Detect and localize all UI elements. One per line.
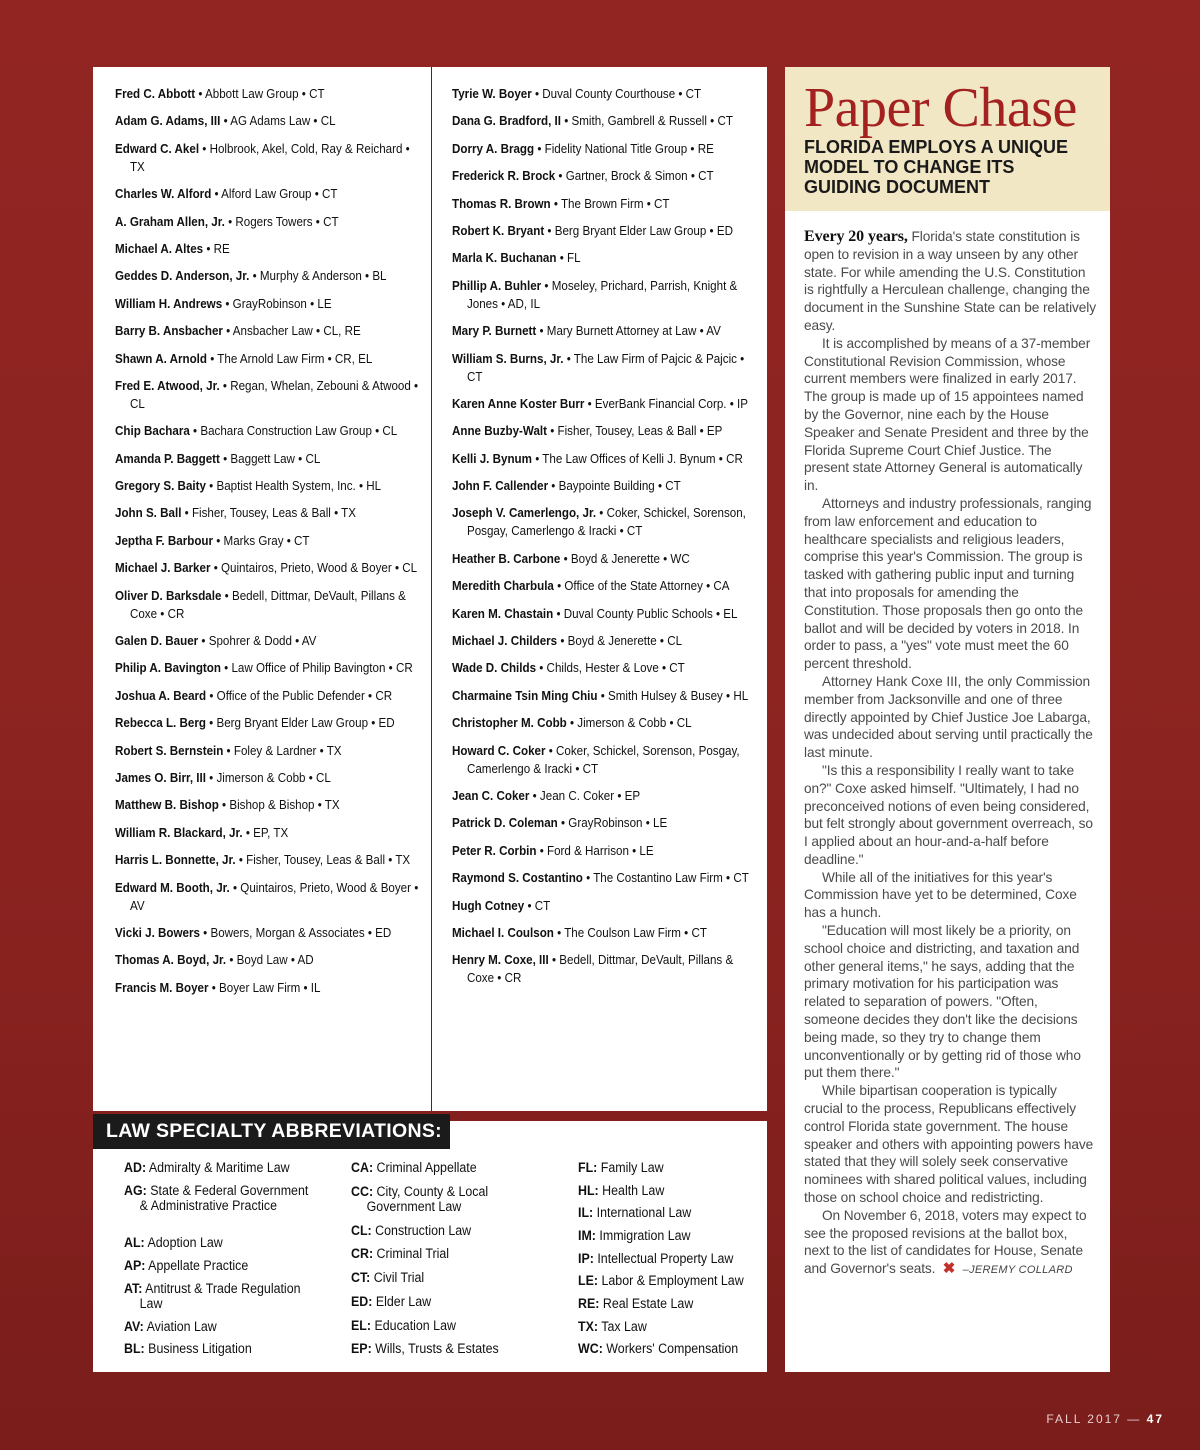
attorney-detail: The Costantino Law Firm • CT bbox=[593, 870, 749, 886]
attorney-detail: Regan, Whelan, Zebouni & Atwood • CL bbox=[129, 377, 419, 411]
roster-entry: Dana G. Bradford, II • Smith, Gambrell & Russell • CT bbox=[452, 113, 733, 129]
attorney-detail: Bachara Construction Law Group • CL bbox=[200, 423, 398, 439]
attorney-name: William H. Andrews bbox=[115, 295, 223, 311]
attorney-name: Marla K. Buchanan bbox=[452, 250, 557, 266]
abbreviations-heading: LAW SPECIALTY ABBREVIATIONS: bbox=[93, 1114, 450, 1149]
roster-entry: Charmaine Tsin Ming Chiu • Smith Hulsey & Busey • HL bbox=[452, 687, 749, 703]
roster-entry: Michael J. Barker • Quintairos, Prieto, Wood & Boyer • CL bbox=[115, 560, 418, 576]
article-paragraph: Attorneys and industry professionals, ranging from law enforcement and education to healthcare specialists and religious leaders, comprise this year's Commission. The group is tasked with gathering public input and turning that into proposals for amending the Constitution. Those proposals then go onto the ballot and will be decided by voters in 2018. In order to pass, a "yes" vote must meet the 60 percent threshold. bbox=[804, 495, 1092, 672]
abbreviation-code: CR: bbox=[351, 1246, 374, 1261]
attorney-name: Michael J. Childers bbox=[452, 633, 558, 649]
abbreviation-code: IL: bbox=[578, 1205, 594, 1220]
abbreviation-item bbox=[124, 1319, 317, 1334]
roster-entry: Howard C. Coker • Coker, Schickel, Sorenson, Posgay, Camerlengo & Iracki • CT bbox=[452, 742, 740, 776]
abbreviation-label: Antitrust & Trade Regulation Law bbox=[139, 1281, 301, 1311]
abbreviation-item bbox=[124, 1281, 317, 1311]
roster-entry: Adam G. Adams, III • AG Adams Law • CL bbox=[115, 113, 336, 129]
attorney-detail: RE bbox=[213, 240, 230, 256]
roster-entry: John F. Callender • Baypointe Building • CT bbox=[452, 478, 681, 494]
abbreviation-code: AP: bbox=[124, 1258, 146, 1273]
roster-entry: Meredith Charbula • Office of the State Attorney • CA bbox=[452, 578, 730, 594]
attorney-detail: Fidelity National Title Group • RE bbox=[544, 140, 714, 156]
attorney-detail: GrayRobinson • LE bbox=[568, 815, 668, 831]
roster-entry: William R. Blackard, Jr. • EP, TX bbox=[115, 824, 289, 840]
attorney-name: Rebecca L. Berg bbox=[115, 715, 206, 731]
abbreviation-item bbox=[351, 1160, 544, 1175]
abbreviation-label: State & Federal Government & Administrative Practice bbox=[139, 1183, 309, 1213]
attorney-detail: FL bbox=[566, 250, 581, 266]
attorney-detail: Boyd & Jenerette • WC bbox=[570, 550, 690, 566]
abbreviation-label: Admiralty & Maritime Law bbox=[148, 1160, 290, 1175]
article-paragraph: Attorney Hank Coxe III, the only Commission member from Jacksonville and one of three directly appointed by Chief Justice Joe Labarga, was undecided about serving until practically the last minute. bbox=[804, 673, 1093, 761]
abbreviation-code: CT: bbox=[351, 1270, 371, 1285]
abbreviation-label: Tax Law bbox=[601, 1319, 647, 1334]
attorney-detail: Berg Bryant Elder Law Group • ED bbox=[554, 222, 733, 238]
attorney-name: Wade D. Childs bbox=[452, 660, 537, 676]
attorney-detail: Foley & Lardner • TX bbox=[233, 742, 342, 758]
attorney-detail: Jimerson & Cobb • CL bbox=[216, 769, 331, 785]
attorney-name: Heather B. Carbone bbox=[452, 550, 561, 566]
abbreviation-label: Construction Law bbox=[375, 1223, 472, 1238]
attorney-detail: Bishop & Bishop • TX bbox=[229, 797, 340, 813]
roster-entry: Barry B. Ansbacher • Ansbacher Law • CL, RE bbox=[115, 323, 361, 339]
roster-entry: Dorry A. Bragg • Fidelity National Title Group • RE bbox=[452, 140, 714, 156]
attorney-name: Michael A. Altes bbox=[115, 240, 204, 256]
attorney-detail: Duval County Courthouse • CT bbox=[542, 86, 702, 101]
roster-entry: Karen Anne Koster Burr • EverBank Financial Corp. • IP bbox=[452, 395, 748, 411]
attorney-detail: Childs, Hester & Love • CT bbox=[546, 660, 685, 676]
roster-entry: A. Graham Allen, Jr. • Rogers Towers • CT bbox=[115, 213, 339, 229]
abbreviation-code: TX: bbox=[578, 1319, 599, 1334]
attorney-name: Oliver D. Barksdale bbox=[115, 587, 222, 603]
article-text: Florida's state constitution is open to revision in a way unseen by any other state. For while amending the U.S. Constitution is rightfully a Herculean challenge, changing the document in the Sunshine State can be relatively easy. bbox=[804, 229, 1096, 333]
abbreviation-label: Health Law bbox=[602, 1183, 665, 1198]
attorney-name: Vicki J. Bowers bbox=[115, 924, 200, 940]
abbreviation-label: International Law bbox=[596, 1205, 692, 1220]
attorney-detail: EverBank Financial Corp. • IP bbox=[594, 395, 748, 411]
attorney-name: Robert S. Bernstein bbox=[115, 742, 224, 758]
attorney-name: Karen Anne Koster Burr bbox=[452, 395, 585, 411]
roster-entry: Geddes D. Anderson, Jr. • Murphy & Anderson • BL bbox=[115, 268, 387, 284]
roster-entry: Raymond S. Costantino • The Costantino Law Firm • CT bbox=[452, 870, 749, 886]
roster-entry: Amanda P. Baggett • Baggett Law • CL bbox=[115, 450, 321, 466]
issue-label: FALL 2017 — bbox=[1046, 1412, 1142, 1426]
abbreviation-label: Aviation Law bbox=[146, 1319, 217, 1334]
abbreviation-label: Labor & Employment Law bbox=[601, 1273, 744, 1288]
roster-entry: Philip A. Bavington • Law Office of Philip Bavington • CR bbox=[115, 660, 413, 676]
attorney-name: Michael I. Coulson bbox=[452, 924, 554, 940]
attorney-name: Frederick R. Brock bbox=[452, 168, 556, 184]
abbreviation-item bbox=[351, 1294, 544, 1309]
roster-entry: Harris L. Bonnette, Jr. • Fisher, Tousey, Leas & Ball • TX bbox=[115, 852, 411, 868]
abbreviation-label: Education Law bbox=[374, 1318, 456, 1333]
roster-entry: Jean C. Coker • Jean C. Coker • EP bbox=[452, 787, 641, 803]
abbreviation-code: AT: bbox=[124, 1281, 143, 1296]
attorney-detail: Gartner, Brock & Simon • CT bbox=[565, 168, 714, 184]
roster-entry: Edward C. Akel • Holbrook, Akel, Cold, Ray & Reichard • TX bbox=[115, 140, 410, 174]
abbreviation-item bbox=[351, 1184, 544, 1214]
attorney-detail: Boyer Law Firm • IL bbox=[219, 979, 321, 995]
roster-entry: Oliver D. Barksdale • Bedell, Dittmar, DeVault, Pillans & Coxe • CR bbox=[115, 587, 406, 621]
abbreviation-item bbox=[351, 1341, 544, 1356]
abbreviation-code: WC: bbox=[578, 1341, 603, 1356]
abbreviation-item bbox=[578, 1273, 771, 1288]
end-mark-icon: ✖ bbox=[942, 1260, 956, 1278]
attorney-name: William R. Blackard, Jr. bbox=[115, 824, 243, 840]
roster-entry: Rebecca L. Berg • Berg Bryant Elder Law Group • ED bbox=[115, 715, 395, 731]
attorney-name: Jean C. Coker bbox=[452, 787, 530, 803]
abbreviation-code: IM: bbox=[578, 1228, 596, 1243]
attorney-name: Dorry A. Bragg bbox=[452, 140, 535, 156]
roster-entry: Edward M. Booth, Jr. • Quintairos, Prieto, Wood & Boyer • AV bbox=[115, 879, 419, 913]
attorney-name: Joshua A. Beard bbox=[115, 687, 207, 703]
attorney-detail: Quintairos, Prieto, Wood & Boyer • AV bbox=[129, 879, 419, 913]
abbreviation-label: Appellate Practice bbox=[148, 1258, 249, 1273]
abbreviation-code: AG: bbox=[124, 1183, 147, 1198]
roster-entry: Galen D. Bauer • Spohrer & Dodd • AV bbox=[115, 633, 317, 649]
roster-entry: Wade D. Childs • Childs, Hester & Love • CT bbox=[452, 660, 685, 676]
abbreviation-code: LE: bbox=[578, 1273, 599, 1288]
attorney-detail: The Arnold Law Firm • CR, EL bbox=[217, 350, 373, 366]
abbreviation-code: AD: bbox=[124, 1160, 147, 1175]
attorney-name: Thomas R. Brown bbox=[452, 195, 551, 211]
attorney-name: Christopher M. Cobb bbox=[452, 715, 567, 731]
roster-entry: Marla K. Buchanan • FL bbox=[452, 250, 581, 266]
attorney-name: Karen M. Chastain bbox=[452, 605, 554, 621]
attorney-detail: Office of the State Attorney • CA bbox=[564, 578, 730, 594]
roster-entry: Jeptha F. Barbour • Marks Gray • CT bbox=[115, 532, 310, 548]
attorney-detail: The Law Firm of Pajcic & Pajcic • CT bbox=[466, 350, 745, 384]
attorney-name: Kelli J. Bynum bbox=[452, 450, 532, 466]
attorney-name: Raymond S. Costantino bbox=[452, 870, 583, 886]
article-subtitle: FLORIDA EMPLOYS A UNIQUE MODEL TO CHANGE ITS GUIDING DOCUMENT bbox=[804, 137, 1069, 197]
roster-entry: Heather B. Carbone • Boyd & Jenerette • WC bbox=[452, 550, 690, 566]
attorney-detail: Abbott Law Group • CT bbox=[205, 86, 325, 101]
attorney-detail: Spohrer & Dodd • AV bbox=[208, 633, 317, 649]
page-footer bbox=[1046, 1412, 1164, 1426]
attorney-detail: CT bbox=[534, 897, 551, 913]
attorney-name: Thomas A. Boyd, Jr. bbox=[115, 952, 227, 968]
abbreviation-label: City, County & Local Government Law bbox=[366, 1184, 489, 1214]
roster-entry: Robert S. Bernstein • Foley & Lardner • TX bbox=[115, 742, 342, 758]
roster-entry: Joseph V. Camerlengo, Jr. • Coker, Schickel, Sorenson, Posgay, Camerlengo & Iracki • CT bbox=[452, 505, 746, 539]
attorney-detail: Fisher, Tousey, Leas & Ball • EP bbox=[557, 423, 723, 439]
attorney-detail: Murphy & Anderson • BL bbox=[259, 268, 387, 284]
attorney-name: Edward M. Booth, Jr. bbox=[115, 879, 230, 895]
abbreviation-label: Intellectual Property Law bbox=[597, 1251, 734, 1266]
attorney-detail: Moseley, Prichard, Parrish, Knight & Jones • AD, IL bbox=[466, 277, 738, 311]
roster-entry: Hugh Cotney • CT bbox=[452, 897, 551, 913]
abbreviation-item bbox=[578, 1228, 771, 1243]
abbreviation-item bbox=[578, 1319, 771, 1334]
abbreviation-code: CC: bbox=[351, 1184, 374, 1199]
abbreviation-item bbox=[124, 1341, 317, 1356]
attorney-detail: GrayRobinson • LE bbox=[232, 295, 332, 311]
attorney-name: Michael J. Barker bbox=[115, 560, 211, 576]
roster-entry: Michael I. Coulson • The Coulson Law Firm • CT bbox=[452, 924, 707, 940]
article-lead: Every 20 years, bbox=[804, 228, 908, 245]
article-paragraph: "Is this a responsibility I really want to take on?" Coxe asked himself. "Ultimately, I had no preconceived notions of even being considered, but felt strongly about government overreach, so I applied about an hour-and-a-half before deadline." bbox=[804, 762, 1093, 867]
abbreviation-item bbox=[578, 1251, 771, 1266]
abbreviation-item bbox=[578, 1160, 771, 1175]
page-number: 47 bbox=[1146, 1412, 1164, 1426]
roster-entry: Charles W. Alford • Alford Law Group • CT bbox=[115, 186, 338, 202]
roster-entry: Robert K. Bryant • Berg Bryant Elder Law Group • ED bbox=[452, 222, 733, 238]
abbreviation-code: EL: bbox=[351, 1318, 372, 1333]
attorney-name: Meredith Charbula bbox=[452, 578, 554, 594]
attorney-detail: The Coulson Law Firm • CT bbox=[564, 924, 707, 940]
roster-entry: Shawn A. Arnold • The Arnold Law Firm • CR, EL bbox=[115, 350, 373, 366]
roster-entry: Mary P. Burnett • Mary Burnett Attorney at Law • AV bbox=[452, 323, 721, 339]
attorney-name: Francis M. Boyer bbox=[115, 979, 209, 995]
attorney-detail: The Brown Firm • CT bbox=[560, 195, 670, 211]
roster-entry: Henry M. Coxe, III • Bedell, Dittmar, DeVault, Pillans & Coxe • CR bbox=[452, 952, 734, 986]
attorney-detail: Alford Law Group • CT bbox=[221, 186, 338, 202]
attorney-detail: EP, TX bbox=[253, 824, 289, 840]
abbreviation-item bbox=[351, 1246, 544, 1261]
attorney-detail: Berg Bryant Elder Law Group • ED bbox=[216, 715, 395, 731]
attorney-detail: Coker, Schickel, Sorenson, Posgay, Camerlengo & Iracki • CT bbox=[466, 742, 740, 776]
abbreviation-label: Family Law bbox=[600, 1160, 664, 1175]
attorney-detail: Baptist Health System, Inc. • HL bbox=[216, 478, 382, 494]
attorney-name: Shawn A. Arnold bbox=[115, 350, 207, 366]
attorney-name: Fred C. Abbott bbox=[115, 86, 196, 101]
roster-entry: John S. Ball • Fisher, Tousey, Leas & Ball • TX bbox=[115, 505, 356, 521]
abbreviation-code: BL: bbox=[124, 1341, 145, 1356]
attorney-detail: Bedell, Dittmar, DeVault, Pillans & Coxe • CR bbox=[129, 587, 406, 621]
roster-entry: Christopher M. Cobb • Jimerson & Cobb • CL bbox=[452, 715, 692, 731]
attorney-name: Galen D. Bauer bbox=[115, 633, 199, 649]
roster-entry: Francis M. Boyer • Boyer Law Firm • IL bbox=[115, 979, 321, 995]
attorney-name: Edward C. Akel bbox=[115, 140, 200, 156]
attorney-detail: Coker, Schickel, Sorenson, Posgay, Camerlengo & Iracki • CT bbox=[466, 505, 746, 539]
roster-entry: Peter R. Corbin • Ford & Harrison • LE bbox=[452, 842, 654, 858]
attorney-name: Adam G. Adams, III bbox=[115, 113, 221, 129]
roster-entry: Patrick D. Coleman • GrayRobinson • LE bbox=[452, 815, 668, 831]
attorney-name: Geddes D. Anderson, Jr. bbox=[115, 268, 250, 284]
attorney-name: Tyrie W. Boyer bbox=[452, 86, 532, 101]
roster-entry: William H. Andrews • GrayRobinson • LE bbox=[115, 295, 332, 311]
attorney-name: John F. Callender bbox=[452, 478, 549, 494]
abbreviation-label: Criminal Appellate bbox=[376, 1160, 477, 1175]
abbreviation-label: Civil Trial bbox=[373, 1270, 425, 1285]
attorney-name: Barry B. Ansbacher bbox=[115, 323, 223, 339]
roster-entry: Anne Buzby-Walt • Fisher, Tousey, Leas & Ball • EP bbox=[452, 423, 723, 439]
abbreviation-item bbox=[351, 1223, 544, 1238]
article-paragraph bbox=[804, 228, 1096, 335]
abbreviation-item bbox=[351, 1318, 544, 1333]
roster-entry: Chip Bachara • Bachara Construction Law Group • CL bbox=[115, 423, 398, 439]
attorney-detail: Smith Hulsey & Busey • HL bbox=[608, 687, 749, 703]
abbreviation-item bbox=[124, 1235, 317, 1250]
attorney-detail: Boyd & Jenerette • CL bbox=[567, 633, 683, 649]
attorney-detail: Fisher, Tousey, Leas & Ball • TX bbox=[246, 852, 411, 868]
roster-column-right bbox=[452, 85, 805, 997]
roster-entry: Thomas R. Brown • The Brown Firm • CT bbox=[452, 195, 670, 211]
attorney-detail: Bedell, Dittmar, DeVault, Pillans & Coxe • CR bbox=[466, 952, 734, 986]
article-paragraph: While bipartisan cooperation is typically crucial to the process, Republicans effectively control Florida state government. The house speaker and others with appointing powers have stated that they will solely seek conservative nominees with shared political values, including those on school choice and redistricting. bbox=[804, 1083, 1094, 1206]
abbreviation-label: Workers' Compensation bbox=[606, 1341, 739, 1356]
article-paragraph: "Education will most likely be a priority, on school choice and districting, and taxation and other general items," he says, adding that the primary motivation for his participation was related to separation of powers. "Often, someone decides they don't like the decisions being made, so they try to change them unconventionally or by getting rid of those who put them there." bbox=[804, 923, 1081, 1081]
attorney-name: Anne Buzby-Walt bbox=[452, 423, 547, 439]
abbreviation-label: Immigration Law bbox=[599, 1228, 691, 1243]
abbreviation-code: CL: bbox=[351, 1223, 372, 1238]
roster-entry: Karen M. Chastain • Duval County Public Schools • EL bbox=[452, 605, 738, 621]
abbreviation-code: EP: bbox=[351, 1341, 372, 1356]
attorney-detail: Smith, Gambrell & Russell • CT bbox=[571, 113, 733, 129]
attorney-detail: Office of the Public Defender • CR bbox=[216, 687, 393, 703]
article-title: Paper Chase bbox=[804, 77, 1077, 139]
attorney-name: Jeptha F. Barbour bbox=[115, 532, 214, 548]
abbreviation-code: ED: bbox=[351, 1294, 373, 1309]
roster-entry: Joshua A. Beard • Office of the Public Defender • CR bbox=[115, 687, 393, 703]
attorney-detail: Boyd Law • AD bbox=[236, 952, 314, 968]
attorney-name: Patrick D. Coleman bbox=[452, 815, 558, 831]
roster-entry: James O. Birr, III • Jimerson & Cobb • CL bbox=[115, 769, 331, 785]
attorney-detail: Jean C. Coker • EP bbox=[539, 787, 641, 803]
abbreviation-label: Criminal Trial bbox=[376, 1246, 450, 1261]
attorney-name: Robert K. Bryant bbox=[452, 222, 545, 238]
abbreviation-code: IP: bbox=[578, 1251, 594, 1266]
abbreviation-item bbox=[124, 1160, 317, 1175]
attorney-name: Joseph V. Camerlengo, Jr. bbox=[452, 505, 597, 521]
attorney-name: Harris L. Bonnette, Jr. bbox=[115, 852, 236, 868]
abbreviation-label: Adoption Law bbox=[147, 1235, 223, 1250]
attorney-detail: Marks Gray • CT bbox=[223, 532, 310, 548]
attorney-detail: Rogers Towers • CT bbox=[235, 213, 339, 229]
abbreviation-label: Wills, Trusts & Estates bbox=[375, 1341, 499, 1356]
article-paragraph: It is accomplished by means of a 37-member Constitutional Revision Commission, whose current members were finalized in early 2017. The group is made up of 15 appointees named by the Governor, nine each by the House Speaker and Senate President and three by the Florida Supreme Court Chief Justice. The present state Attorney General is automatically in. bbox=[804, 335, 1091, 494]
abbreviation-item bbox=[578, 1205, 771, 1220]
roster-entry: Michael J. Childers • Boyd & Jenerette • CL bbox=[452, 633, 683, 649]
roster-entry: Gregory S. Baity • Baptist Health System, Inc. • HL bbox=[115, 478, 382, 494]
attorney-name: Peter R. Corbin bbox=[452, 842, 537, 858]
abbreviation-label: Elder Law bbox=[375, 1294, 432, 1309]
abbreviation-code: RE: bbox=[578, 1296, 600, 1311]
roster-entry: Tyrie W. Boyer • Duval County Courthouse • CT bbox=[452, 86, 702, 101]
attorney-name: John S. Ball bbox=[115, 505, 182, 521]
attorney-name: Amanda P. Baggett bbox=[115, 450, 220, 466]
article-text: On November 6, 2018, voters may expect to see the proposed revisions at the ballot box, next to the list of candidates for House, Senate and Governor's seats. bbox=[804, 1207, 1087, 1277]
attorney-name: Dana G. Bradford, II bbox=[452, 113, 561, 129]
attorney-detail: Ford & Harrison • LE bbox=[546, 842, 654, 858]
attorney-name: Gregory S. Baity bbox=[115, 478, 206, 494]
article-paragraph bbox=[804, 1207, 1096, 1280]
attorney-name: Matthew B. Bishop bbox=[115, 797, 219, 813]
attorney-detail: Jimerson & Cobb • CL bbox=[577, 715, 692, 731]
roster-entry: Frederick R. Brock • Gartner, Brock & Simon • CT bbox=[452, 168, 714, 184]
roster-entry: Matthew B. Bishop • Bishop & Bishop • TX bbox=[115, 797, 340, 813]
attorney-detail: Fisher, Tousey, Leas & Ball • TX bbox=[191, 505, 356, 521]
article-body bbox=[804, 228, 1096, 1280]
roster-entry: Fred C. Abbott • Abbott Law Group • CT bbox=[115, 86, 325, 101]
attorney-name: Hugh Cotney bbox=[452, 897, 525, 913]
attorney-detail: Ansbacher Law • CL, RE bbox=[232, 323, 361, 339]
attorney-name: Charles W. Alford bbox=[115, 186, 212, 202]
abbreviation-item bbox=[124, 1183, 317, 1213]
abbreviation-code: AL: bbox=[124, 1235, 145, 1250]
attorney-detail: The Law Offices of Kelli J. Bynum • CR bbox=[542, 450, 743, 466]
roster-entry: Vicki J. Bowers • Bowers, Morgan & Associates • ED bbox=[115, 924, 392, 940]
attorney-detail: AG Adams Law • CL bbox=[230, 113, 336, 129]
abbreviation-code: AV: bbox=[124, 1319, 144, 1334]
roster-column-left bbox=[115, 85, 468, 1006]
attorney-name: Henry M. Coxe, III bbox=[452, 952, 549, 968]
attorney-name: Fred E. Atwood, Jr. bbox=[115, 377, 220, 393]
abbreviation-item bbox=[578, 1296, 771, 1311]
attorney-name: William S. Burns, Jr. bbox=[452, 350, 564, 366]
roster-entry: Thomas A. Boyd, Jr. • Boyd Law • AD bbox=[115, 952, 314, 968]
attorney-name: James O. Birr, III bbox=[115, 769, 206, 785]
roster-entry: William S. Burns, Jr. • The Law Firm of Pajcic & Pajcic • CT bbox=[452, 350, 745, 384]
attorney-name: Charmaine Tsin Ming Chiu bbox=[452, 687, 598, 703]
roster-entry: Michael A. Altes • RE bbox=[115, 240, 230, 256]
attorney-name: A. Graham Allen, Jr. bbox=[115, 213, 225, 229]
attorney-detail: Duval County Public Schools • EL bbox=[563, 605, 738, 621]
abbreviation-code: HL: bbox=[578, 1183, 599, 1198]
roster-entry: Kelli J. Bynum • The Law Offices of Kelli J. Bynum • CR bbox=[452, 450, 743, 466]
abbreviation-item bbox=[578, 1341, 771, 1356]
attorney-name: Howard C. Coker bbox=[452, 742, 546, 758]
attorney-detail: Baypointe Building • CT bbox=[558, 478, 681, 494]
attorney-name: Mary P. Burnett bbox=[452, 323, 537, 339]
attorney-detail: Mary Burnett Attorney at Law • AV bbox=[546, 323, 721, 339]
abbreviation-item bbox=[578, 1183, 771, 1198]
abbreviation-label: Business Litigation bbox=[148, 1341, 252, 1356]
abbreviation-code: CA: bbox=[351, 1160, 374, 1175]
abbreviation-item bbox=[124, 1258, 317, 1273]
abbreviation-label: Real Estate Law bbox=[602, 1296, 694, 1311]
article-paragraph: While all of the initiatives for this year's Commission have yet to be determined, Coxe has a hunch. bbox=[804, 869, 1077, 921]
attorney-name: Chip Bachara bbox=[115, 423, 190, 439]
roster-entry: Fred E. Atwood, Jr. • Regan, Whelan, Zebouni & Atwood • CL bbox=[115, 377, 419, 411]
abbreviation-item bbox=[351, 1270, 544, 1285]
attorney-name: Philip A. Bavington bbox=[115, 660, 221, 676]
byline: –JEREMY COLLARD bbox=[962, 1264, 1073, 1277]
attorney-detail: Baggett Law • CL bbox=[230, 450, 321, 466]
roster-entry: Phillip A. Buhler • Moseley, Prichard, Parrish, Knight & Jones • AD, IL bbox=[452, 277, 738, 311]
attorney-name: Phillip A. Buhler bbox=[452, 277, 542, 293]
attorney-detail: Quintairos, Prieto, Wood & Boyer • CL bbox=[220, 560, 418, 576]
abbreviation-code: FL: bbox=[578, 1160, 598, 1175]
attorney-detail: Bowers, Morgan & Associates • ED bbox=[210, 924, 392, 940]
attorney-detail: Law Office of Philip Bavington • CR bbox=[231, 660, 413, 676]
attorney-detail: Holbrook, Akel, Cold, Ray & Reichard • TX bbox=[129, 140, 410, 174]
